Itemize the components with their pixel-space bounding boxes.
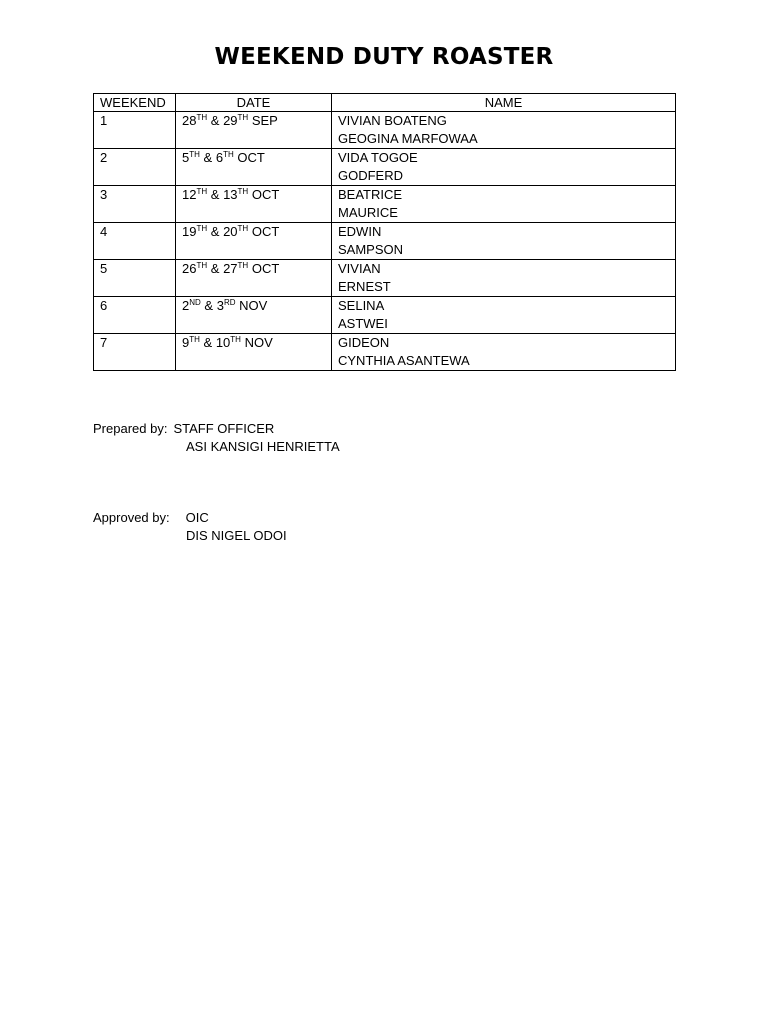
name-cell bbox=[332, 186, 676, 223]
date-suffix-2: TH bbox=[237, 187, 249, 196]
approved-by-label: Approved by: bbox=[93, 510, 170, 525]
weekend-cell: 1 bbox=[94, 112, 176, 149]
date-day-2: 29 bbox=[223, 113, 238, 128]
date-day-2: 3 bbox=[216, 298, 224, 313]
name-cell bbox=[332, 112, 676, 149]
duty-name-1: VIVIAN BOATENG bbox=[338, 113, 447, 128]
table-row bbox=[94, 334, 676, 371]
table-row bbox=[94, 149, 676, 186]
date-month: NOV bbox=[239, 298, 268, 313]
duty-name-1: VIDA TOGOE bbox=[338, 150, 418, 165]
duty-name-1: VIVIAN bbox=[338, 261, 381, 276]
date-suffix-1: ND bbox=[189, 298, 201, 307]
duty-name-1: EDWIN bbox=[338, 224, 382, 239]
table-row bbox=[94, 260, 676, 297]
prepared-by-role: STAFF OFFICER bbox=[173, 421, 275, 436]
weekend-cell: 6 bbox=[94, 297, 176, 334]
duty-name-2: ERNEST bbox=[338, 279, 391, 294]
prepared-by-label: Prepared by: bbox=[93, 421, 168, 436]
duty-name-1: BEATRICE bbox=[338, 187, 403, 202]
date-cell bbox=[176, 260, 332, 297]
date-suffix-1: TH bbox=[189, 150, 200, 159]
date-month: OCT bbox=[237, 150, 265, 165]
weekend-cell: 5 bbox=[94, 260, 176, 297]
date-day-1: 12 bbox=[182, 187, 197, 202]
date-month: NOV bbox=[244, 335, 273, 350]
date-suffix-2: TH bbox=[237, 261, 249, 270]
date-day-1: 19 bbox=[182, 224, 197, 239]
date-suffix-2: TH bbox=[237, 224, 249, 233]
date-day-2: 20 bbox=[223, 224, 238, 239]
name-cell bbox=[332, 223, 676, 260]
name-cell bbox=[332, 297, 676, 334]
date-ampersand: & bbox=[210, 261, 220, 276]
date-ampersand: & bbox=[210, 224, 220, 239]
approved-by-block bbox=[93, 509, 287, 545]
header-weekend: WEEKEND bbox=[94, 94, 176, 112]
duty-name-2: SAMPSON bbox=[338, 242, 404, 257]
date-month: OCT bbox=[251, 224, 280, 239]
prepared-by-name: ASI KANSIGI HENRIETTA bbox=[186, 439, 340, 454]
date-suffix-2: TH bbox=[223, 150, 234, 159]
date-suffix-1: TH bbox=[196, 224, 208, 233]
weekend-cell: 7 bbox=[94, 334, 176, 371]
date-day-1: 5 bbox=[182, 150, 190, 165]
table-header-row bbox=[94, 94, 676, 112]
name-cell bbox=[332, 149, 676, 186]
weekend-cell: 3 bbox=[94, 186, 176, 223]
date-ampersand: & bbox=[210, 187, 220, 202]
header-name: NAME bbox=[332, 94, 676, 112]
date-day-2: 13 bbox=[223, 187, 238, 202]
prepared-by-block bbox=[93, 420, 340, 456]
approved-by-role: OIC bbox=[185, 510, 209, 525]
name-cell bbox=[332, 334, 676, 371]
date-ampersand: & bbox=[203, 150, 213, 165]
weekend-cell: 2 bbox=[94, 149, 176, 186]
date-cell bbox=[176, 334, 332, 371]
date-suffix-1: TH bbox=[196, 261, 208, 270]
date-month: OCT bbox=[251, 261, 280, 276]
duty-name-2: GEOGINA MARFOWAA bbox=[338, 131, 478, 146]
date-cell bbox=[176, 297, 332, 334]
document-title: WEEKEND DUTY ROASTER bbox=[214, 44, 554, 70]
date-cell bbox=[176, 112, 332, 149]
date-day-1: 9 bbox=[182, 335, 190, 350]
approved-by-name: DIS NIGEL ODOI bbox=[186, 528, 287, 543]
table-row bbox=[94, 112, 676, 149]
duty-name-2: MAURICE bbox=[338, 205, 398, 220]
date-cell bbox=[176, 149, 332, 186]
date-cell bbox=[176, 186, 332, 223]
date-suffix-1: TH bbox=[196, 113, 208, 122]
date-month: SEP bbox=[251, 113, 278, 128]
date-suffix-1: TH bbox=[189, 335, 200, 344]
date-day-2: 6 bbox=[215, 150, 224, 165]
name-cell bbox=[332, 260, 676, 297]
date-day-1: 2 bbox=[182, 298, 190, 313]
duty-name-1: SELINA bbox=[338, 298, 385, 313]
date-day-2: 27 bbox=[223, 261, 238, 276]
duty-name-2: GODFERD bbox=[338, 168, 403, 183]
date-day-2: 10 bbox=[215, 335, 231, 350]
duty-roster-table bbox=[93, 93, 676, 371]
date-suffix-1: TH bbox=[196, 187, 208, 196]
header-date: DATE bbox=[176, 94, 332, 112]
date-day-1: 28 bbox=[182, 113, 197, 128]
date-suffix-2: RD bbox=[223, 298, 236, 307]
table-row bbox=[94, 223, 676, 260]
duty-name-1: GIDEON bbox=[338, 335, 390, 350]
date-ampersand: & bbox=[210, 113, 220, 128]
date-cell bbox=[176, 223, 332, 260]
table-row bbox=[94, 186, 676, 223]
duty-name-2: ASTWEI bbox=[338, 316, 388, 331]
duty-name-2: CYNTHIA ASANTEWA bbox=[338, 353, 470, 368]
table-row bbox=[94, 297, 676, 334]
date-day-1: 26 bbox=[182, 261, 197, 276]
date-suffix-2: TH bbox=[237, 113, 249, 122]
weekend-cell: 4 bbox=[94, 223, 176, 260]
date-suffix-2: TH bbox=[230, 335, 241, 344]
date-ampersand: & bbox=[204, 298, 214, 313]
date-ampersand: & bbox=[203, 335, 213, 350]
date-month: OCT bbox=[251, 187, 280, 202]
